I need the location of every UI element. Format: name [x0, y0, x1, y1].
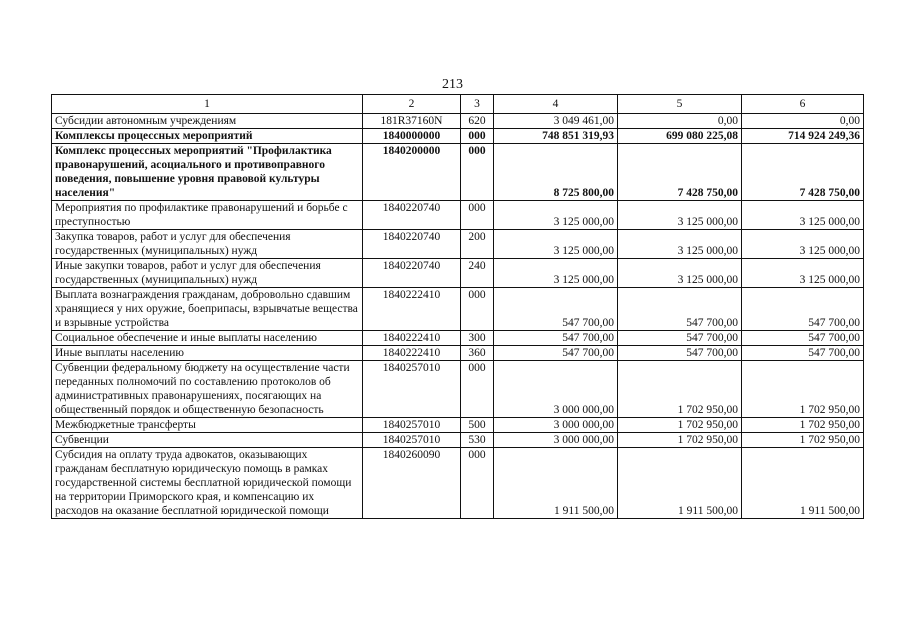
row-name-cell: Закупка товаров, работ и услуг для обеспечения государственных (муниципальных) нужд: [52, 230, 363, 259]
column-number: 1: [52, 95, 363, 114]
row-value-cell: 1 911 500,00: [742, 448, 864, 519]
row-value-cell: 547 700,00: [618, 346, 742, 361]
row-expense-type-cell: 200: [461, 230, 494, 259]
row-value-cell: 3 125 000,00: [742, 230, 864, 259]
table-row: [52, 361, 864, 418]
row-value-cell: 3 125 000,00: [494, 201, 618, 230]
row-expense-type-cell: 300: [461, 331, 494, 346]
row-value-cell: 547 700,00: [494, 331, 618, 346]
table-body: [52, 95, 864, 519]
row-value-cell: 7 428 750,00: [742, 144, 864, 201]
row-code-cell: 1840220740: [363, 230, 461, 259]
row-value-cell: 7 428 750,00: [618, 144, 742, 201]
row-value-cell: 3 049 461,00: [494, 114, 618, 129]
row-value-cell: 1 702 950,00: [618, 361, 742, 418]
row-name-cell: Социальное обеспечение и иные выплаты населению: [52, 331, 363, 346]
table-row: [52, 259, 864, 288]
row-name-cell: Комплексы процессных мероприятий: [52, 129, 363, 144]
row-expense-type-cell: 620: [461, 114, 494, 129]
row-value-cell: 1 911 500,00: [618, 448, 742, 519]
row-name-cell: Мероприятия по профилактике правонарушений и борьбе с преступностью: [52, 201, 363, 230]
row-value-cell: 3 125 000,00: [618, 259, 742, 288]
row-value-cell: 547 700,00: [618, 288, 742, 331]
row-value-cell: 547 700,00: [742, 288, 864, 331]
table-row: [52, 114, 864, 129]
row-code-cell: 1840222410: [363, 331, 461, 346]
row-expense-type-cell: 000: [461, 448, 494, 519]
row-name-cell: Субсидии автономным учреждениям: [52, 114, 363, 129]
budget-table: [51, 94, 864, 519]
row-value-cell: 8 725 800,00: [494, 144, 618, 201]
row-value-cell: 3 000 000,00: [494, 361, 618, 418]
table-row: [52, 230, 864, 259]
row-expense-type-cell: 240: [461, 259, 494, 288]
row-value-cell: 1 702 950,00: [618, 418, 742, 433]
column-number: 3: [461, 95, 494, 114]
row-value-cell: 3 125 000,00: [742, 259, 864, 288]
row-name-cell: Комплекс процессных мероприятий "Профилактика правонарушений, асоциального и противоправного поведения, повышение уровня правовой культуры населения": [52, 144, 363, 201]
table-row: [52, 418, 864, 433]
row-value-cell: 1 702 950,00: [742, 433, 864, 448]
column-number: 4: [494, 95, 618, 114]
row-value-cell: 1 911 500,00: [494, 448, 618, 519]
table-row: [52, 144, 864, 201]
row-value-cell: 1 702 950,00: [618, 433, 742, 448]
row-expense-type-cell: 000: [461, 361, 494, 418]
row-expense-type-cell: 000: [461, 201, 494, 230]
table-row: [52, 331, 864, 346]
row-value-cell: 3 125 000,00: [618, 201, 742, 230]
table-row: [52, 288, 864, 331]
row-value-cell: 699 080 225,08: [618, 129, 742, 144]
column-number: 5: [618, 95, 742, 114]
row-code-cell: 1840260090: [363, 448, 461, 519]
row-name-cell: Субвенции федеральному бюджету на осуществление части переданных полномочий по составлению протоколов об административных правонарушениях, посягающих на общественный порядок и общественную безопасность: [52, 361, 363, 418]
row-name-cell: Межбюджетные трансферты: [52, 418, 363, 433]
row-expense-type-cell: 360: [461, 346, 494, 361]
row-value-cell: 748 851 319,93: [494, 129, 618, 144]
row-value-cell: 714 924 249,36: [742, 129, 864, 144]
column-number-row: [52, 95, 864, 114]
row-name-cell: Иные выплаты населению: [52, 346, 363, 361]
row-name-cell: Субвенции: [52, 433, 363, 448]
row-name-cell: Субсидия на оплату труда адвокатов, оказывающих гражданам бесплатную юридическую помощь в рамках государственной системы бесплатной юридической помощи на территории Приморского края, и компенсацию их расходов на оказание бесплатной юридической помощи: [52, 448, 363, 519]
row-value-cell: 3 125 000,00: [494, 230, 618, 259]
page-number: 213: [442, 77, 463, 92]
table-row: [52, 129, 864, 144]
row-expense-type-cell: 530: [461, 433, 494, 448]
row-expense-type-cell: 000: [461, 288, 494, 331]
row-value-cell: 547 700,00: [742, 331, 864, 346]
row-expense-type-cell: 000: [461, 129, 494, 144]
row-code-cell: 1840257010: [363, 433, 461, 448]
row-value-cell: 3 125 000,00: [494, 259, 618, 288]
row-value-cell: 1 702 950,00: [742, 418, 864, 433]
row-value-cell: 3 125 000,00: [742, 201, 864, 230]
row-value-cell: 0,00: [618, 114, 742, 129]
table-row: [52, 346, 864, 361]
row-value-cell: 3 125 000,00: [618, 230, 742, 259]
row-code-cell: 181R37160N: [363, 114, 461, 129]
column-number: 6: [742, 95, 864, 114]
row-expense-type-cell: 000: [461, 144, 494, 201]
row-code-cell: 1840257010: [363, 418, 461, 433]
row-code-cell: 1840000000: [363, 129, 461, 144]
row-code-cell: 1840220740: [363, 259, 461, 288]
row-value-cell: 3 000 000,00: [494, 418, 618, 433]
row-value-cell: 547 700,00: [742, 346, 864, 361]
table-row: [52, 201, 864, 230]
row-code-cell: 1840222410: [363, 288, 461, 331]
row-value-cell: 0,00: [742, 114, 864, 129]
row-code-cell: 1840222410: [363, 346, 461, 361]
row-value-cell: 3 000 000,00: [494, 433, 618, 448]
table-row: [52, 433, 864, 448]
row-value-cell: 1 702 950,00: [742, 361, 864, 418]
row-value-cell: 547 700,00: [494, 288, 618, 331]
row-name-cell: Иные закупки товаров, работ и услуг для обеспечения государственных (муниципальных) нужд: [52, 259, 363, 288]
row-value-cell: 547 700,00: [494, 346, 618, 361]
row-code-cell: 1840257010: [363, 361, 461, 418]
row-expense-type-cell: 500: [461, 418, 494, 433]
column-number: 2: [363, 95, 461, 114]
row-code-cell: 1840220740: [363, 201, 461, 230]
row-value-cell: 547 700,00: [618, 331, 742, 346]
row-code-cell: 1840200000: [363, 144, 461, 201]
table-row: [52, 448, 864, 519]
row-name-cell: Выплата вознаграждения гражданам, добровольно сдавшим хранящиеся у них оружие, боеприпасы, взрывчатые вещества и взрывные устройства: [52, 288, 363, 331]
